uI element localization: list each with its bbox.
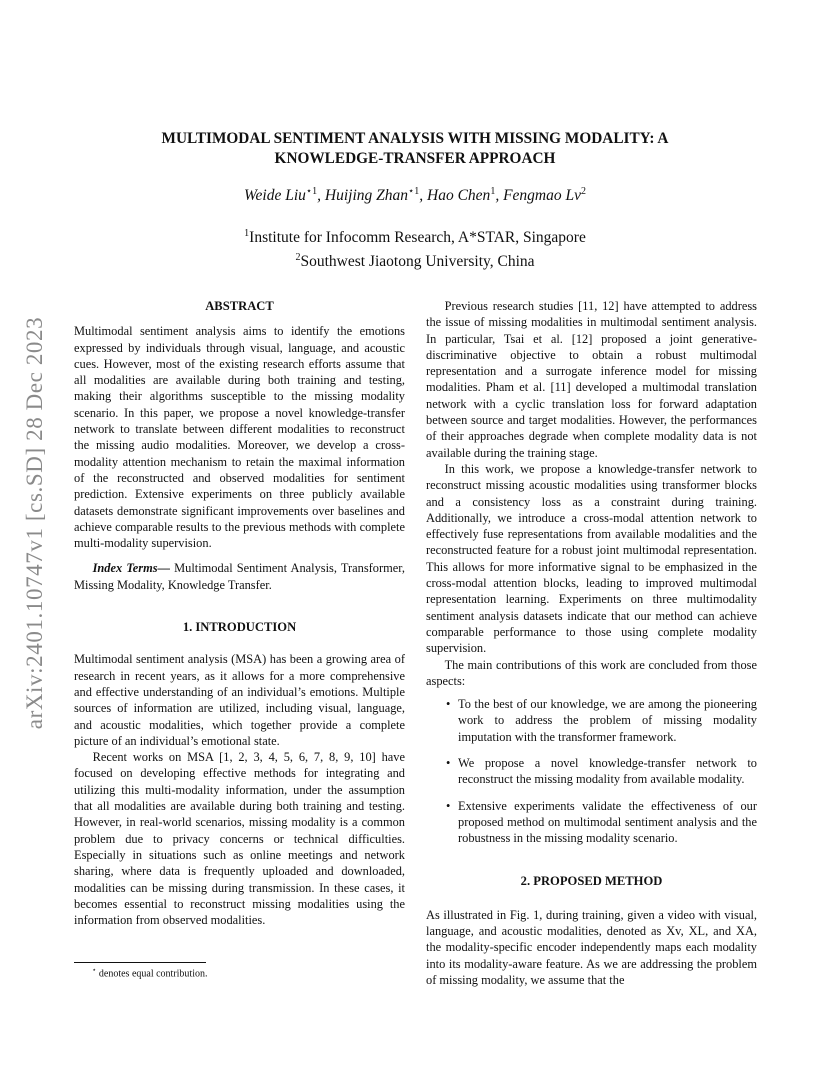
contributions-list [426, 696, 757, 846]
introduction-paragraph-1: Multimodal sentiment analysis (MSA) has been a growing area of research in recent years, as it allows for a more comprehensive and effective understanding of an individual’s emotions. Multiple sources of information are utilized, including visual, language, and acoustic modalities, which together provide a complete picture of an individual’s emotional state. [74, 652, 405, 748]
arxiv-identifier [20, 285, 50, 760]
author-list: Weide Liu$^{⋆1}$, Huijing Zhan$^{⋆1}$, Hao Chen$^1$, Fengmao Lv$^2$ [244, 186, 586, 205]
author-mark: 2 [580, 186, 586, 197]
footnote [92, 966, 207, 979]
index-terms-text: Multimodal Sentiment Analysis, Transformer, Missing Modality, Knowledge Transfer. [74, 561, 405, 592]
affiliation-mark: 1 [244, 228, 250, 239]
introduction-paragraph-2: Recent works on MSA [1, 2, 3, 4, 5, 6, 7, 8, 9, 10] have focused on developing effective methods for integrating and utilizing this multi-modality information, under the assumption that all modalities are available during both training and testing. However, in real-world scenarios, missing modality is a common problem due to privacy concerns or technical difficulties. Especially in situations such as online meetings and network sharing, where data is frequently uploaded and downloaded, modalities can be missing during transmission. In these cases, it becomes essential to reconstruct missing modalities using the information from observed modalities. [74, 750, 405, 928]
affiliations [100, 224, 730, 272]
left-column [74, 298, 405, 928]
author-name: Hao Chen [427, 187, 491, 205]
introduction-heading: 1. INTRODUCTION [182, 620, 297, 635]
contributions-intro: The main contributions of this work are concluded from those aspects: [426, 657, 757, 688]
author-name: Huijing Zhan [324, 187, 408, 205]
paper-title-line-1: MULTIMODAL SENTIMENT ANALYSIS WITH MISSING MODALITY: A [161, 130, 669, 147]
affiliation-text: Southwest Jiaotong University, China [300, 253, 535, 271]
paper-title-line-2: KNOWLEDGE-TRANSFER APPROACH [274, 150, 556, 167]
affiliation-line [100, 224, 730, 248]
this-work-paragraph: In this work, we propose a knowledge-transfer network to reconstruct missing acoustic modalities using transformer blocks and a consistency loss as a constraint during training. Additionally, we introduce a cross-modal attention network to effectively fuse representations from available modalities and the reconstructed feature for a robust joint multimodal representation. This allows for more informative signal to be emphasized in the cross-modal attention blocks, leading to improved multimodal representation learning. Experiments on three multimodality sentiment analysis datasets indicate that our method can achieve comparable performance to those using complete modality supervision. [426, 461, 757, 656]
abstract-heading: ABSTRACT [205, 299, 274, 313]
author-mark: ⋆1 [305, 186, 318, 197]
author-mark: ⋆1 [408, 186, 420, 197]
contribution-text: We propose a novel knowledge-transfer network to reconstruct the missing modality from available modality. [458, 756, 757, 787]
contribution-item [426, 798, 757, 847]
author-mark: 1 [490, 186, 496, 197]
author-name: Fengmao Lv [503, 187, 581, 205]
affiliation-text: Institute for Infocomm Research, A*STAR, Singapore [249, 229, 586, 247]
proposed-method-text: As illustrated in Fig. 1, during training, given a video with visual, language, and acoustic modalities, denoted as Xv, XL, and XA, the modality-specific encoder independently maps each modality into its modality-aware feature. As we are addressing the problem of missing modality, we assume that the [426, 907, 757, 987]
contribution-item [426, 755, 757, 788]
proposed-method-heading: 2. PROPOSED METHOD [520, 873, 663, 888]
related-work-paragraph: Previous research studies [11, 12] have attempted to address the issue of missing modalities in multimodal sentiment analysis. In particular, Tsai et al. [12] proposed a joint generative-discriminative objective to obtain a robust multimodal representation and a surrogate inference model for missing modalities. Pham et al. [11] developed a multimodal translation network with a cyclic translation loss for forward adaptation between source and target modalities. However, the performances of their approaches degrade when complete modality data is not available during the training stage. [426, 299, 757, 460]
author-name: Weide Liu [244, 187, 306, 205]
contribution-text: Extensive experiments validate the effectiveness of our proposed method on multimodal sentiment analysis and the robustness in the missing modality scenario. [458, 798, 757, 846]
right-column [426, 298, 757, 988]
contribution-text: To the best of our knowledge, we are among the pioneering work to address the problem of missing modality imputation with the transformer framework. [458, 697, 757, 744]
footnote-divider [74, 962, 206, 963]
paper-title [120, 129, 710, 169]
contribution-item [426, 696, 757, 745]
footnote-text: denotes equal contribution. [96, 968, 208, 980]
index-terms-label: Index Terms— [92, 561, 170, 576]
footnote-mark: ⋆ [92, 966, 97, 974]
bullet-icon: • [446, 756, 451, 771]
bullet-icon: • [446, 697, 451, 712]
arxiv-identifier-text: arXiv:2401.10747v1 [cs.SD] 28 Dec 2023 [22, 316, 47, 729]
bullet-icon: • [446, 798, 451, 813]
affiliation-line [100, 248, 730, 272]
abstract-text: Multimodal sentiment analysis aims to identify the emotions expressed by individuals through visual, language, and acoustic cues. However, most of the existing research efforts assume that all modalities are available during both training and testing, making their algorithms susceptible to the missing modality scenario. In this paper, we propose a novel knowledge-transfer network to translate between different modalities to reconstruct the missing audio modalities. Moreover, we develop a cross-modality attention mechanism to retain the maximal information of the reconstructed and observed modalities for sentiment prediction. Extensive experiments on three publicly available datasets demonstrate significant improvements over baselines and achieve comparable results to the previous methods with complete multi-modality supervision. [74, 324, 405, 551]
affiliation-mark: 2 [295, 252, 301, 264]
index-terms [74, 560, 405, 593]
